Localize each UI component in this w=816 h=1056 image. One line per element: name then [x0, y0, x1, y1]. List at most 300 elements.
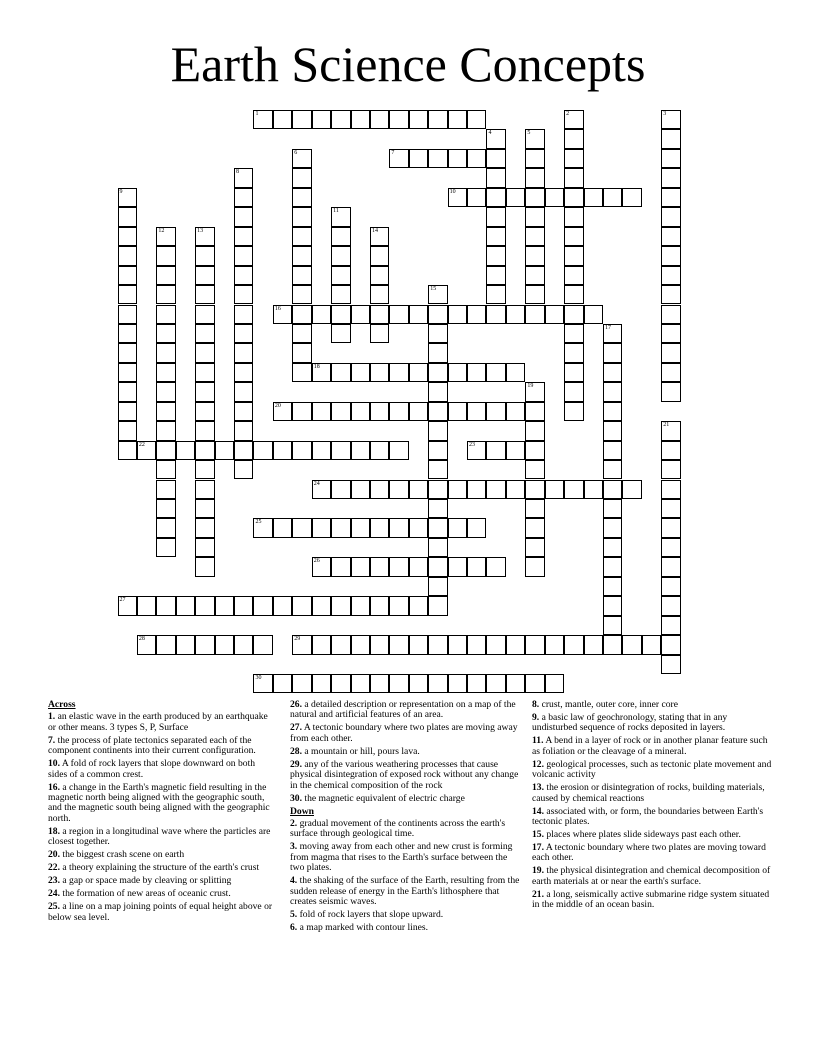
grid-cell[interactable]	[292, 285, 311, 304]
grid-cell[interactable]	[137, 635, 156, 654]
grid-cell[interactable]	[564, 324, 583, 343]
grid-cell[interactable]	[370, 480, 389, 499]
grid-cell[interactable]	[370, 674, 389, 693]
grid-cell[interactable]	[486, 149, 505, 168]
grid-cell[interactable]	[448, 110, 467, 129]
grid-cell[interactable]	[156, 518, 175, 537]
grid-cell[interactable]	[273, 596, 292, 615]
grid-cell[interactable]	[428, 382, 447, 401]
grid-cell[interactable]	[370, 596, 389, 615]
grid-cell[interactable]	[467, 149, 486, 168]
grid-cell[interactable]	[448, 480, 467, 499]
grid-cell[interactable]	[525, 246, 544, 265]
grid-cell[interactable]	[603, 538, 622, 557]
grid-cell[interactable]	[486, 557, 505, 576]
grid-cell[interactable]	[389, 557, 408, 576]
grid-cell[interactable]	[661, 655, 680, 674]
grid-cell[interactable]	[564, 285, 583, 304]
grid-cell[interactable]	[525, 518, 544, 537]
grid-cell[interactable]	[195, 421, 214, 440]
grid-cell[interactable]	[312, 518, 331, 537]
grid-cell[interactable]	[351, 110, 370, 129]
grid-cell[interactable]	[370, 227, 389, 246]
grid-cell[interactable]	[195, 635, 214, 654]
grid-cell[interactable]	[195, 382, 214, 401]
grid-cell[interactable]	[486, 168, 505, 187]
grid-cell[interactable]	[156, 480, 175, 499]
grid-cell[interactable]	[603, 402, 622, 421]
grid-cell[interactable]	[467, 557, 486, 576]
grid-cell[interactable]	[661, 343, 680, 362]
grid-cell[interactable]	[156, 305, 175, 324]
grid-cell[interactable]	[195, 305, 214, 324]
grid-cell[interactable]	[525, 129, 544, 148]
grid-cell[interactable]	[448, 557, 467, 576]
grid-cell[interactable]	[603, 499, 622, 518]
grid-cell[interactable]	[661, 421, 680, 440]
grid-cell[interactable]	[448, 518, 467, 537]
grid-cell[interactable]	[156, 324, 175, 343]
grid-cell[interactable]	[331, 674, 350, 693]
grid-cell[interactable]	[486, 480, 505, 499]
grid-cell[interactable]	[525, 188, 544, 207]
grid-cell[interactable]	[195, 285, 214, 304]
grid-cell[interactable]	[234, 246, 253, 265]
grid-cell[interactable]	[156, 538, 175, 557]
grid-cell[interactable]	[661, 499, 680, 518]
grid-cell[interactable]	[312, 480, 331, 499]
grid-cell[interactable]	[389, 363, 408, 382]
grid-cell[interactable]	[253, 110, 272, 129]
grid-cell[interactable]	[292, 168, 311, 187]
grid-cell[interactable]	[525, 674, 544, 693]
grid-cell[interactable]	[292, 266, 311, 285]
grid-cell[interactable]	[234, 635, 253, 654]
grid-cell[interactable]	[312, 674, 331, 693]
grid-cell[interactable]	[448, 635, 467, 654]
grid-cell[interactable]	[603, 363, 622, 382]
grid-cell[interactable]	[661, 110, 680, 129]
grid-cell[interactable]	[661, 285, 680, 304]
grid-cell[interactable]	[273, 441, 292, 460]
grid-cell[interactable]	[525, 557, 544, 576]
grid-cell[interactable]	[622, 635, 641, 654]
grid-cell[interactable]	[584, 188, 603, 207]
grid-cell[interactable]	[234, 227, 253, 246]
grid-cell[interactable]	[486, 285, 505, 304]
grid-cell[interactable]	[118, 246, 137, 265]
grid-cell[interactable]	[506, 441, 525, 460]
grid-cell[interactable]	[118, 596, 137, 615]
grid-cell[interactable]	[428, 538, 447, 557]
grid-cell[interactable]	[525, 635, 544, 654]
grid-cell[interactable]	[409, 557, 428, 576]
grid-cell[interactable]	[351, 635, 370, 654]
grid-cell[interactable]	[603, 635, 622, 654]
grid-cell[interactable]	[661, 460, 680, 479]
grid-cell[interactable]	[292, 227, 311, 246]
grid-cell[interactable]	[486, 363, 505, 382]
grid-cell[interactable]	[467, 305, 486, 324]
grid-cell[interactable]	[156, 635, 175, 654]
grid-cell[interactable]	[564, 363, 583, 382]
grid-cell[interactable]	[564, 227, 583, 246]
grid-cell[interactable]	[525, 382, 544, 401]
grid-cell[interactable]	[370, 363, 389, 382]
grid-cell[interactable]	[661, 557, 680, 576]
grid-cell[interactable]	[467, 402, 486, 421]
grid-cell[interactable]	[409, 635, 428, 654]
grid-cell[interactable]	[564, 382, 583, 401]
grid-cell[interactable]	[312, 635, 331, 654]
grid-cell[interactable]	[370, 635, 389, 654]
grid-cell[interactable]	[525, 460, 544, 479]
grid-cell[interactable]	[370, 285, 389, 304]
grid-cell[interactable]	[273, 518, 292, 537]
grid-cell[interactable]	[584, 305, 603, 324]
grid-cell[interactable]	[389, 518, 408, 537]
grid-cell[interactable]	[389, 110, 408, 129]
grid-cell[interactable]	[331, 324, 350, 343]
grid-cell[interactable]	[156, 596, 175, 615]
grid-cell[interactable]	[409, 674, 428, 693]
grid-cell[interactable]	[234, 324, 253, 343]
grid-cell[interactable]	[195, 596, 214, 615]
grid-cell[interactable]	[603, 343, 622, 362]
grid-cell[interactable]	[467, 518, 486, 537]
grid-cell[interactable]	[486, 441, 505, 460]
grid-cell[interactable]	[215, 441, 234, 460]
grid-cell[interactable]	[486, 129, 505, 148]
grid-cell[interactable]	[525, 480, 544, 499]
grid-cell[interactable]	[156, 363, 175, 382]
grid-cell[interactable]	[176, 635, 195, 654]
grid-cell[interactable]	[564, 402, 583, 421]
grid-cell[interactable]	[253, 635, 272, 654]
grid-cell[interactable]	[389, 149, 408, 168]
grid-cell[interactable]	[118, 343, 137, 362]
grid-cell[interactable]	[428, 480, 447, 499]
grid-cell[interactable]	[118, 363, 137, 382]
grid-cell[interactable]	[506, 188, 525, 207]
grid-cell[interactable]	[525, 441, 544, 460]
grid-cell[interactable]	[331, 305, 350, 324]
grid-cell[interactable]	[661, 480, 680, 499]
grid-cell[interactable]	[292, 363, 311, 382]
grid-cell[interactable]	[506, 635, 525, 654]
grid-cell[interactable]	[351, 305, 370, 324]
grid-cell[interactable]	[331, 480, 350, 499]
grid-cell[interactable]	[370, 441, 389, 460]
grid-cell[interactable]	[525, 305, 544, 324]
grid-cell[interactable]	[234, 266, 253, 285]
grid-cell[interactable]	[603, 518, 622, 537]
grid-cell[interactable]	[234, 285, 253, 304]
grid-cell[interactable]	[486, 227, 505, 246]
grid-cell[interactable]	[603, 324, 622, 343]
grid-cell[interactable]	[409, 363, 428, 382]
grid-cell[interactable]	[506, 480, 525, 499]
grid-cell[interactable]	[389, 480, 408, 499]
grid-cell[interactable]	[234, 382, 253, 401]
grid-cell[interactable]	[506, 305, 525, 324]
grid-cell[interactable]	[448, 363, 467, 382]
grid-cell[interactable]	[351, 596, 370, 615]
grid-cell[interactable]	[234, 460, 253, 479]
grid-cell[interactable]	[292, 149, 311, 168]
grid-cell[interactable]	[331, 227, 350, 246]
grid-cell[interactable]	[156, 499, 175, 518]
grid-cell[interactable]	[156, 343, 175, 362]
grid-cell[interactable]	[156, 460, 175, 479]
grid-cell[interactable]	[525, 285, 544, 304]
grid-cell[interactable]	[661, 266, 680, 285]
grid-cell[interactable]	[661, 577, 680, 596]
grid-cell[interactable]	[118, 421, 137, 440]
grid-cell[interactable]	[351, 557, 370, 576]
grid-cell[interactable]	[409, 518, 428, 537]
grid-cell[interactable]	[525, 266, 544, 285]
grid-cell[interactable]	[312, 110, 331, 129]
grid-cell[interactable]	[545, 635, 564, 654]
grid-cell[interactable]	[176, 596, 195, 615]
grid-cell[interactable]	[428, 557, 447, 576]
grid-cell[interactable]	[292, 188, 311, 207]
grid-cell[interactable]	[118, 382, 137, 401]
grid-cell[interactable]	[448, 402, 467, 421]
grid-cell[interactable]	[351, 402, 370, 421]
grid-cell[interactable]	[370, 324, 389, 343]
grid-cell[interactable]	[409, 149, 428, 168]
grid-cell[interactable]	[389, 635, 408, 654]
grid-cell[interactable]	[351, 674, 370, 693]
grid-cell[interactable]	[273, 305, 292, 324]
grid-cell[interactable]	[486, 207, 505, 226]
grid-cell[interactable]	[195, 343, 214, 362]
grid-cell[interactable]	[409, 305, 428, 324]
grid-cell[interactable]	[273, 110, 292, 129]
grid-cell[interactable]	[525, 149, 544, 168]
grid-cell[interactable]	[564, 110, 583, 129]
grid-cell[interactable]	[156, 421, 175, 440]
grid-cell[interactable]	[370, 402, 389, 421]
grid-cell[interactable]	[215, 596, 234, 615]
grid-cell[interactable]	[486, 266, 505, 285]
grid-cell[interactable]	[331, 518, 350, 537]
grid-cell[interactable]	[331, 246, 350, 265]
grid-cell[interactable]	[448, 305, 467, 324]
grid-cell[interactable]	[234, 596, 253, 615]
grid-cell[interactable]	[234, 421, 253, 440]
grid-cell[interactable]	[389, 305, 408, 324]
grid-cell[interactable]	[370, 305, 389, 324]
grid-cell[interactable]	[156, 227, 175, 246]
grid-cell[interactable]	[428, 285, 447, 304]
grid-cell[interactable]	[603, 188, 622, 207]
grid-cell[interactable]	[312, 441, 331, 460]
grid-cell[interactable]	[603, 577, 622, 596]
grid-cell[interactable]	[292, 674, 311, 693]
grid-cell[interactable]	[486, 402, 505, 421]
grid-cell[interactable]	[292, 596, 311, 615]
grid-cell[interactable]	[525, 421, 544, 440]
grid-cell[interactable]	[564, 635, 583, 654]
grid-cell[interactable]	[312, 363, 331, 382]
grid-cell[interactable]	[331, 635, 350, 654]
grid-cell[interactable]	[661, 227, 680, 246]
grid-cell[interactable]	[195, 227, 214, 246]
grid-cell[interactable]	[545, 305, 564, 324]
grid-cell[interactable]	[525, 402, 544, 421]
grid-cell[interactable]	[428, 110, 447, 129]
grid-cell[interactable]	[292, 305, 311, 324]
grid-cell[interactable]	[525, 168, 544, 187]
grid-cell[interactable]	[428, 149, 447, 168]
grid-cell[interactable]	[525, 227, 544, 246]
grid-cell[interactable]	[428, 518, 447, 537]
grid-cell[interactable]	[428, 343, 447, 362]
grid-cell[interactable]	[331, 207, 350, 226]
grid-cell[interactable]	[351, 441, 370, 460]
grid-cell[interactable]	[661, 168, 680, 187]
grid-cell[interactable]	[370, 246, 389, 265]
grid-cell[interactable]	[195, 246, 214, 265]
grid-cell[interactable]	[195, 480, 214, 499]
grid-cell[interactable]	[506, 402, 525, 421]
grid-cell[interactable]	[273, 674, 292, 693]
grid-cell[interactable]	[564, 129, 583, 148]
grid-cell[interactable]	[156, 266, 175, 285]
grid-cell[interactable]	[253, 596, 272, 615]
grid-cell[interactable]	[603, 441, 622, 460]
grid-cell[interactable]	[486, 188, 505, 207]
grid-cell[interactable]	[195, 402, 214, 421]
grid-cell[interactable]	[195, 363, 214, 382]
grid-cell[interactable]	[506, 363, 525, 382]
grid-cell[interactable]	[467, 110, 486, 129]
grid-cell[interactable]	[486, 674, 505, 693]
grid-cell[interactable]	[292, 518, 311, 537]
grid-cell[interactable]	[118, 324, 137, 343]
grid-cell[interactable]	[234, 363, 253, 382]
grid-cell[interactable]	[195, 499, 214, 518]
grid-cell[interactable]	[661, 538, 680, 557]
grid-cell[interactable]	[661, 635, 680, 654]
grid-cell[interactable]	[292, 635, 311, 654]
grid-cell[interactable]	[156, 382, 175, 401]
grid-cell[interactable]	[564, 480, 583, 499]
grid-cell[interactable]	[351, 363, 370, 382]
grid-cell[interactable]	[506, 674, 525, 693]
grid-cell[interactable]	[622, 188, 641, 207]
grid-cell[interactable]	[564, 149, 583, 168]
grid-cell[interactable]	[195, 518, 214, 537]
grid-cell[interactable]	[292, 207, 311, 226]
grid-cell[interactable]	[215, 635, 234, 654]
grid-cell[interactable]	[603, 596, 622, 615]
grid-cell[interactable]	[195, 441, 214, 460]
grid-cell[interactable]	[118, 227, 137, 246]
grid-cell[interactable]	[584, 480, 603, 499]
grid-cell[interactable]	[661, 207, 680, 226]
grid-cell[interactable]	[448, 674, 467, 693]
grid-cell[interactable]	[661, 305, 680, 324]
grid-cell[interactable]	[234, 402, 253, 421]
grid-cell[interactable]	[603, 421, 622, 440]
grid-cell[interactable]	[351, 480, 370, 499]
grid-cell[interactable]	[564, 188, 583, 207]
grid-cell[interactable]	[292, 324, 311, 343]
grid-cell[interactable]	[253, 441, 272, 460]
grid-cell[interactable]	[234, 207, 253, 226]
grid-cell[interactable]	[467, 635, 486, 654]
grid-cell[interactable]	[331, 285, 350, 304]
grid-cell[interactable]	[234, 343, 253, 362]
grid-cell[interactable]	[195, 324, 214, 343]
grid-cell[interactable]	[603, 460, 622, 479]
grid-cell[interactable]	[118, 188, 137, 207]
grid-cell[interactable]	[234, 188, 253, 207]
grid-cell[interactable]	[156, 402, 175, 421]
grid-cell[interactable]	[603, 382, 622, 401]
grid-cell[interactable]	[195, 538, 214, 557]
grid-cell[interactable]	[603, 480, 622, 499]
grid-cell[interactable]	[564, 305, 583, 324]
grid-cell[interactable]	[428, 460, 447, 479]
grid-cell[interactable]	[448, 149, 467, 168]
grid-cell[interactable]	[370, 518, 389, 537]
grid-cell[interactable]	[467, 441, 486, 460]
grid-cell[interactable]	[564, 246, 583, 265]
grid-cell[interactable]	[137, 596, 156, 615]
grid-cell[interactable]	[292, 402, 311, 421]
grid-cell[interactable]	[448, 188, 467, 207]
grid-cell[interactable]	[661, 129, 680, 148]
grid-cell[interactable]	[331, 110, 350, 129]
grid-cell[interactable]	[195, 266, 214, 285]
grid-cell[interactable]	[409, 596, 428, 615]
grid-cell[interactable]	[564, 266, 583, 285]
grid-cell[interactable]	[661, 596, 680, 615]
grid-cell[interactable]	[486, 305, 505, 324]
grid-cell[interactable]	[351, 518, 370, 537]
grid-cell[interactable]	[661, 324, 680, 343]
grid-cell[interactable]	[642, 635, 661, 654]
grid-cell[interactable]	[545, 674, 564, 693]
grid-cell[interactable]	[467, 480, 486, 499]
grid-cell[interactable]	[176, 441, 195, 460]
grid-cell[interactable]	[661, 363, 680, 382]
grid-cell[interactable]	[118, 441, 137, 460]
grid-cell[interactable]	[156, 441, 175, 460]
grid-cell[interactable]	[564, 207, 583, 226]
grid-cell[interactable]	[118, 285, 137, 304]
grid-cell[interactable]	[195, 557, 214, 576]
grid-cell[interactable]	[428, 324, 447, 343]
grid-cell[interactable]	[156, 246, 175, 265]
grid-cell[interactable]	[195, 460, 214, 479]
grid-cell[interactable]	[661, 149, 680, 168]
grid-cell[interactable]	[292, 246, 311, 265]
grid-cell[interactable]	[661, 616, 680, 635]
grid-cell[interactable]	[118, 402, 137, 421]
grid-cell[interactable]	[428, 577, 447, 596]
grid-cell[interactable]	[331, 363, 350, 382]
grid-cell[interactable]	[389, 674, 408, 693]
grid-cell[interactable]	[603, 557, 622, 576]
grid-cell[interactable]	[253, 674, 272, 693]
grid-cell[interactable]	[331, 596, 350, 615]
